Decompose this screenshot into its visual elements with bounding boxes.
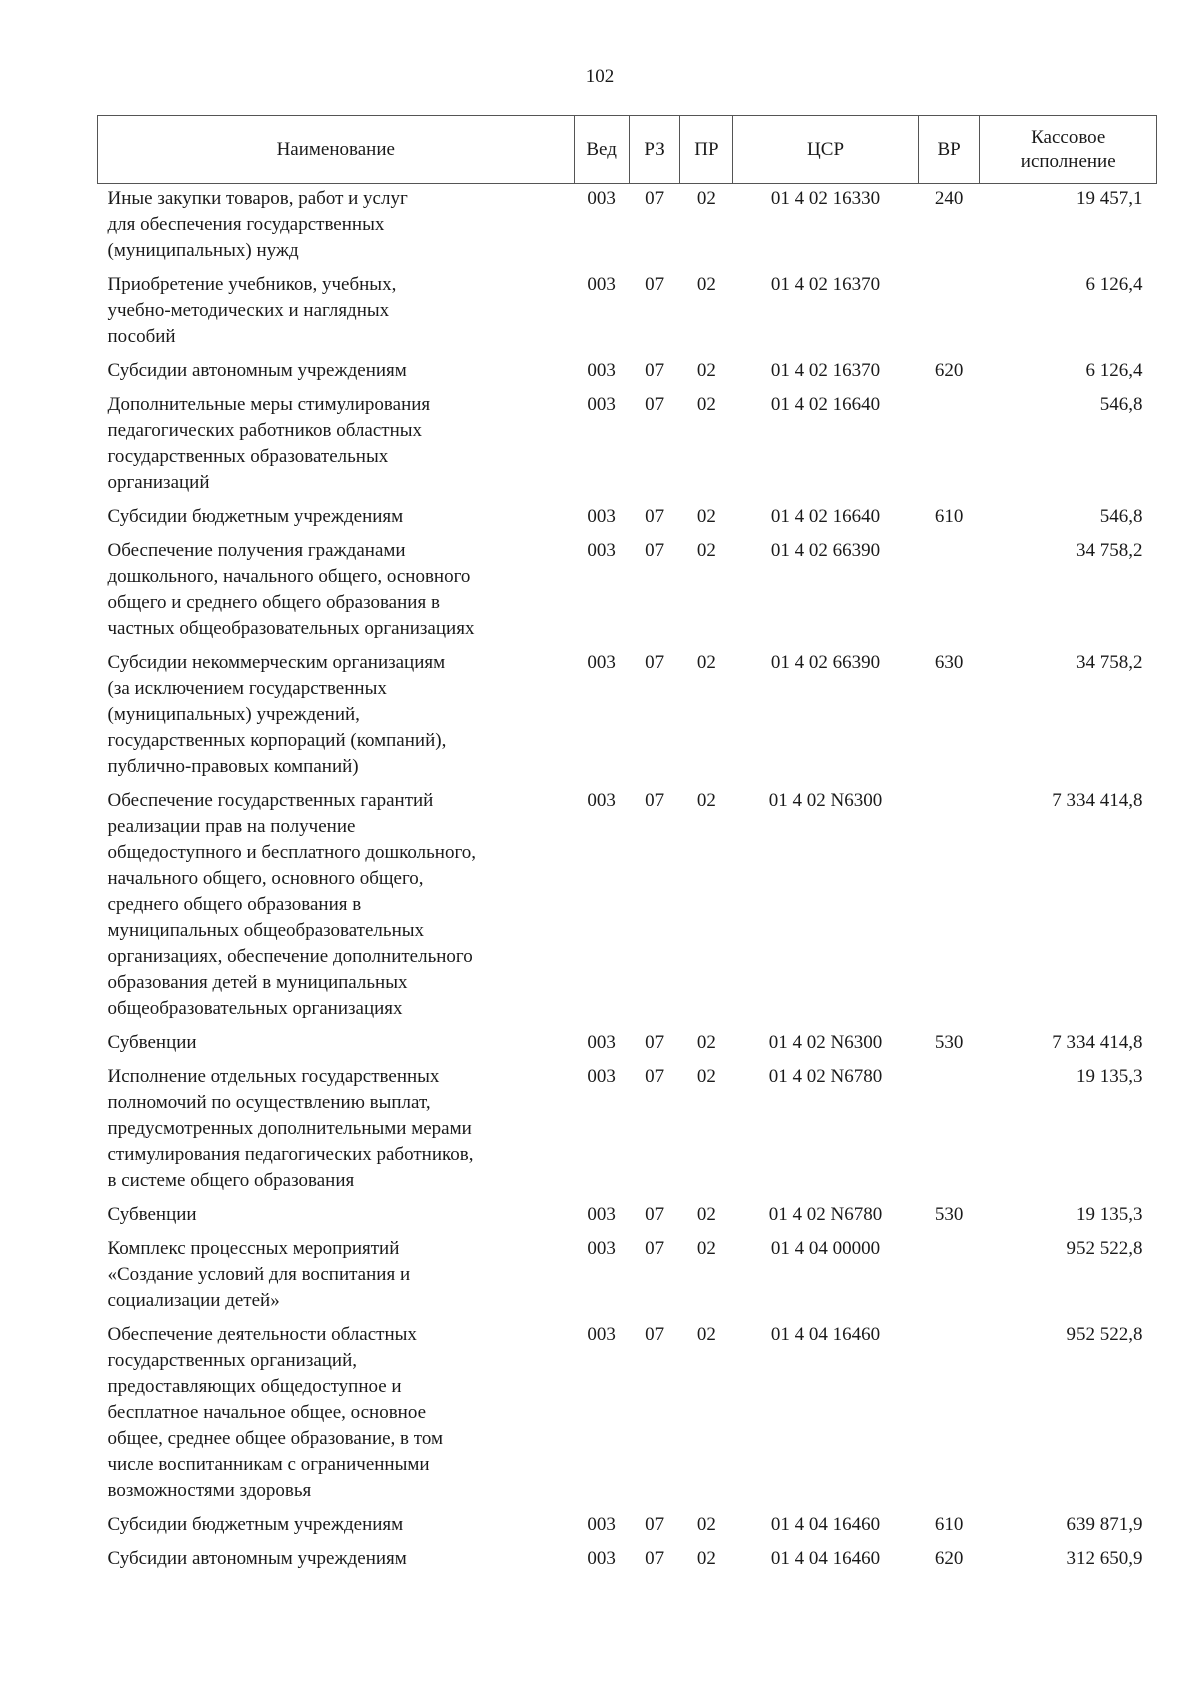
budget-execution-table (97, 115, 1157, 1578)
cell-ved: 003 (587, 652, 616, 673)
cell-pr: 02 (696, 394, 716, 415)
header-name: Наименование (98, 116, 575, 184)
table-row (98, 786, 1157, 1028)
header-vr: ВР (918, 116, 980, 184)
cell-rz: 07 (645, 394, 665, 415)
cell-amount: 6 126,4 (1085, 274, 1143, 295)
cell-ved: 003 (587, 1238, 616, 1259)
table-row (98, 1200, 1157, 1234)
cell-vr: 610 (934, 1514, 964, 1535)
cell-ved: 003 (587, 188, 616, 209)
cell-name: Приобретение учебников, учебных, учебно-методических и наглядных пособий (107, 274, 397, 347)
cell-csr: 01 4 04 16460 (770, 1514, 881, 1535)
cell-pr: 02 (696, 1238, 716, 1259)
cell-amount: 7 334 414,8 (1052, 790, 1143, 811)
cell-pr: 02 (696, 540, 716, 561)
header-pr: ПР (680, 116, 733, 184)
cell-vr (918, 1234, 980, 1320)
table-row (98, 356, 1157, 390)
cell-amount: 6 126,4 (1085, 360, 1143, 381)
page-number: 102 (585, 66, 615, 87)
cell-name: Субвенции (107, 1204, 197, 1225)
cell-vr (918, 270, 980, 356)
cell-amount: 19 135,3 (1076, 1066, 1143, 1087)
cell-csr: 01 4 02 N6780 (768, 1204, 883, 1225)
cell-vr: 610 (934, 506, 964, 527)
cell-pr: 02 (696, 1204, 716, 1225)
cell-amount: 19 457,1 (1076, 188, 1143, 209)
cell-rz: 07 (645, 360, 665, 381)
cell-rz: 07 (645, 274, 665, 295)
cell-ved: 003 (587, 506, 616, 527)
table-row (98, 648, 1157, 786)
cell-rz: 07 (645, 790, 665, 811)
header-csr: ЦСР (733, 116, 918, 184)
cell-amount: 639 871,9 (1066, 1514, 1143, 1535)
cell-ved: 003 (587, 1548, 616, 1569)
cell-ved: 003 (587, 540, 616, 561)
cell-name: Субсидии автономным учреждениям (107, 1548, 407, 1569)
cell-csr: 01 4 02 66390 (770, 540, 881, 561)
cell-vr: 620 (934, 1548, 964, 1569)
cell-csr: 01 4 02 66390 (770, 652, 881, 673)
cell-csr: 01 4 02 16640 (770, 506, 881, 527)
table-row (98, 270, 1157, 356)
table-row (98, 1028, 1157, 1062)
cell-rz: 07 (645, 1548, 665, 1569)
cell-pr: 02 (696, 188, 716, 209)
cell-name: Субвенции (107, 1032, 197, 1053)
header-ved: Вед (574, 116, 629, 184)
cell-csr: 01 4 02 N6300 (768, 790, 883, 811)
cell-ved: 003 (587, 274, 616, 295)
cell-pr: 02 (696, 1514, 716, 1535)
cell-pr: 02 (696, 790, 716, 811)
cell-rz: 07 (645, 1066, 665, 1087)
cell-amount: 34 758,2 (1076, 652, 1143, 673)
cell-csr: 01 4 02 16330 (770, 188, 881, 209)
cell-rz: 07 (645, 1238, 665, 1259)
cell-amount: 19 135,3 (1076, 1204, 1143, 1225)
cell-name: Дополнительные меры стимулирования педагогических работников областных государственных образовательных организаций (107, 394, 431, 493)
cell-rz: 07 (645, 188, 665, 209)
cell-vr: 530 (934, 1204, 964, 1225)
cell-csr: 01 4 02 N6780 (768, 1066, 883, 1087)
cell-pr: 02 (696, 1324, 716, 1345)
cell-ved: 003 (587, 1066, 616, 1087)
cell-vr (918, 786, 980, 1028)
cell-rz: 07 (645, 1324, 665, 1345)
cell-pr: 02 (696, 652, 716, 673)
cell-ved: 003 (587, 1324, 616, 1345)
cell-csr: 01 4 02 16370 (770, 360, 881, 381)
cell-rz: 07 (645, 540, 665, 561)
cell-vr: 630 (934, 652, 964, 673)
cell-ved: 003 (587, 360, 616, 381)
cell-ved: 003 (587, 1032, 616, 1053)
cell-vr (918, 390, 980, 502)
cell-amount: 312 650,9 (1066, 1548, 1143, 1569)
cell-amount: 7 334 414,8 (1052, 1032, 1143, 1053)
cell-name: Иные закупки товаров, работ и услуг для обеспечения государственных (муниципальных) нужд (107, 188, 408, 261)
cell-name: Обеспечение получения гражданами дошкольного, начального общего, основного общего и среднего общего образования в частных общеобразовательных организациях (107, 540, 475, 639)
cell-rz: 07 (645, 506, 665, 527)
cell-pr: 02 (696, 1032, 716, 1053)
cell-pr: 02 (696, 1066, 716, 1087)
cell-ved: 003 (587, 394, 616, 415)
cell-amount: 546,8 (1099, 394, 1143, 415)
cell-ved: 003 (587, 790, 616, 811)
cell-name: Субсидии автономным учреждениям (107, 360, 407, 381)
cell-pr: 02 (696, 506, 716, 527)
cell-name: Субсидии бюджетным учреждениям (107, 1514, 404, 1535)
cell-name: Комплекс процессных мероприятий «Создание условий для воспитания и социализации детей» (107, 1238, 411, 1311)
table-row (98, 390, 1157, 502)
cell-csr: 01 4 02 N6300 (768, 1032, 883, 1053)
cell-name: Исполнение отдельных государственных полномочий по осуществлению выплат, предусмотренных дополнительными мерами стимулирования педагогических работников, в системе общего образования (107, 1066, 474, 1191)
cell-ved: 003 (587, 1204, 616, 1225)
cell-amount: 34 758,2 (1076, 540, 1143, 561)
cell-vr (918, 536, 980, 648)
cell-rz: 07 (645, 1204, 665, 1225)
cell-vr (918, 1320, 980, 1510)
cell-amount: 546,8 (1099, 506, 1143, 527)
cell-rz: 07 (645, 1514, 665, 1535)
cell-rz: 07 (645, 652, 665, 673)
cell-vr: 530 (934, 1032, 964, 1053)
cell-name: Обеспечение государственных гарантий реализации прав на получение общедоступного и бесплатного дошкольного, начального общего, основного общего, среднего общего образования в муниципальных общеобразовательных организациях, обеспечение дополнительного образования детей в муниципальных общеобразовательных организациях (107, 790, 477, 1019)
cell-name: Обеспечение деятельности областных государственных организаций, предоставляющих общедоступное и бесплатное начальное общее, основное общее, среднее общее образование, в том числе воспитанникам с ограниченными возможностями здоровья (107, 1324, 443, 1501)
table-row (98, 184, 1157, 271)
table-row (98, 1544, 1157, 1578)
cell-csr: 01 4 04 16460 (770, 1324, 881, 1345)
cell-ved: 003 (587, 1514, 616, 1535)
cell-vr: 240 (934, 188, 964, 209)
cell-csr: 01 4 02 16370 (770, 274, 881, 295)
table-row (98, 1062, 1157, 1200)
cell-vr: 620 (934, 360, 964, 381)
table-row (98, 1234, 1157, 1320)
cell-name: Субсидии бюджетным учреждениям (107, 506, 404, 527)
cell-amount: 952 522,8 (1066, 1324, 1143, 1345)
cell-pr: 02 (696, 274, 716, 295)
table-row (98, 1320, 1157, 1510)
cell-csr: 01 4 04 00000 (770, 1238, 881, 1259)
table-row (98, 502, 1157, 536)
table-body (98, 184, 1157, 1579)
header-rz: РЗ (629, 116, 680, 184)
table-row (98, 536, 1157, 648)
table-row (98, 1510, 1157, 1544)
cell-csr: 01 4 04 16460 (770, 1548, 881, 1569)
cell-rz: 07 (645, 1032, 665, 1053)
cell-name: Субсидии некоммерческим организациям (за исключением государственных (муниципальных) учреждений, государственных корпораций (компаний), публично-правовых компаний) (107, 652, 447, 777)
table-header (98, 116, 1157, 184)
cell-pr: 02 (696, 360, 716, 381)
cell-amount: 952 522,8 (1066, 1238, 1143, 1259)
cell-vr (918, 1062, 980, 1200)
header-amount: Кассовое исполнение (980, 116, 1157, 184)
cell-pr: 02 (696, 1548, 716, 1569)
cell-csr: 01 4 02 16640 (770, 394, 881, 415)
